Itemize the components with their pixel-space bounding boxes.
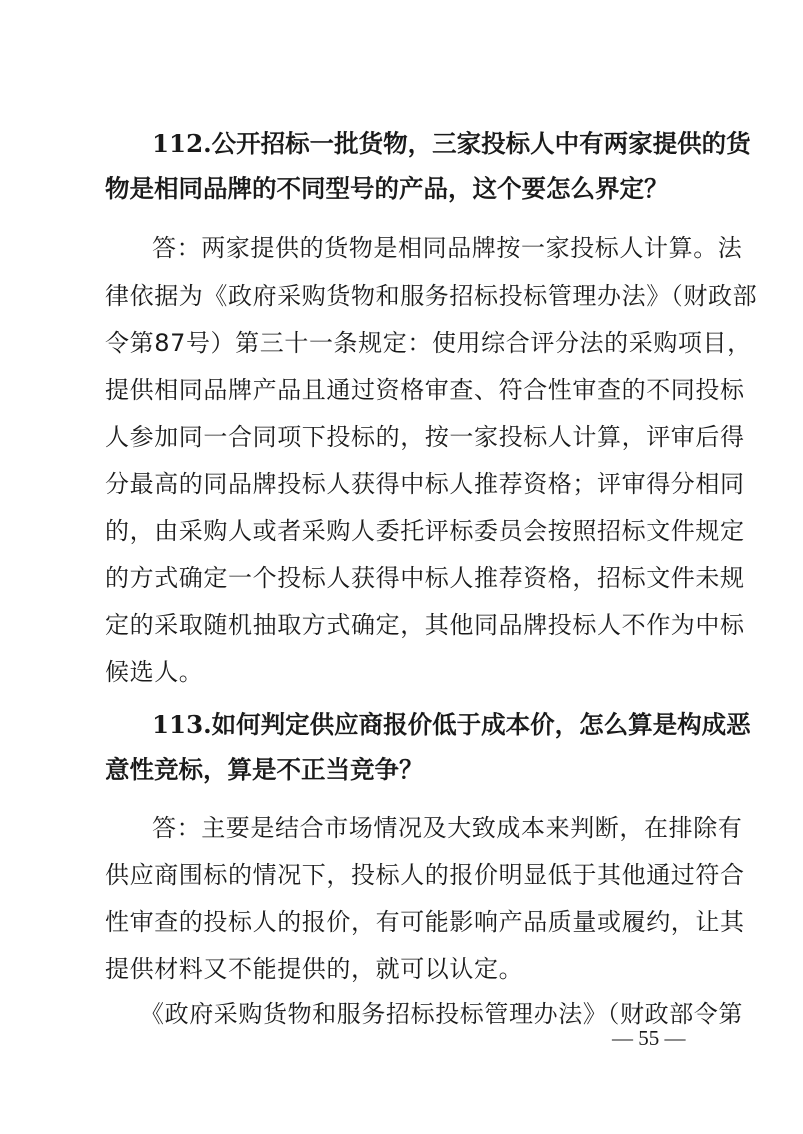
answer-113-line: 答：主要是结合市场情况及大致成本来判断，在排除有 — [152, 814, 743, 842]
question-112-line-2: 物是相同品牌的不同型号的产品，这个要怎么界定？ — [105, 174, 669, 203]
answer-112-line: 的方式确定一个投标人获得中标人推荐资格，招标文件未规 — [105, 564, 745, 592]
answer-112-line: 律依据为《政府采购货物和服务招标投标管理办法》（财政部 — [105, 282, 758, 310]
answer-113-line: 性审查的投标人的报价，有可能影响产品质量或履约，让其 — [105, 908, 745, 936]
page-number: — 55 — — [612, 1026, 686, 1050]
answer-113-line: 供应商围标的情况下，投标人的报价明显低于其他通过符合 — [105, 861, 745, 889]
answer-112-line: 人参加同一合同项下投标的，按一家投标人计算，评审后得 — [105, 423, 745, 451]
answer-112-line: 提供相同品牌产品且通过资格审查、符合性审查的不同投标 — [105, 376, 745, 404]
answer-113-line: 提供材料又不能提供的，就可以认定。 — [105, 955, 524, 983]
answer-112-line: 答：两家提供的货物是相同品牌按一家投标人计算。法 — [152, 234, 743, 262]
answer-112-line: 分最高的同品牌投标人获得中标人推荐资格；评审得分相同 — [105, 470, 745, 498]
answer-112-line: 定的采取随机抽取方式确定，其他同品牌投标人不作为中标 — [105, 611, 745, 639]
answer-112-line: 候选人。 — [105, 658, 204, 686]
answer-112-line: 令第87号）第三十一条规定：使用综合评分法的采购项目， — [105, 329, 752, 357]
question-113-line-1: 113.如何判定供应商报价低于成本价，怎么算是构成恶 — [152, 710, 751, 739]
answer-112-line: 的，由采购人或者采购人委托评标委员会按照招标文件规定 — [105, 517, 745, 545]
answer-113-line: 《政府采购货物和服务招标投标管理办法》（财政部令第 — [140, 1000, 743, 1028]
question-112-line-1: 112.公开招标一批货物，三家投标人中有两家提供的货 — [152, 129, 751, 158]
question-113-line-2: 意性竞标，算是不正当竞争？ — [105, 755, 424, 784]
